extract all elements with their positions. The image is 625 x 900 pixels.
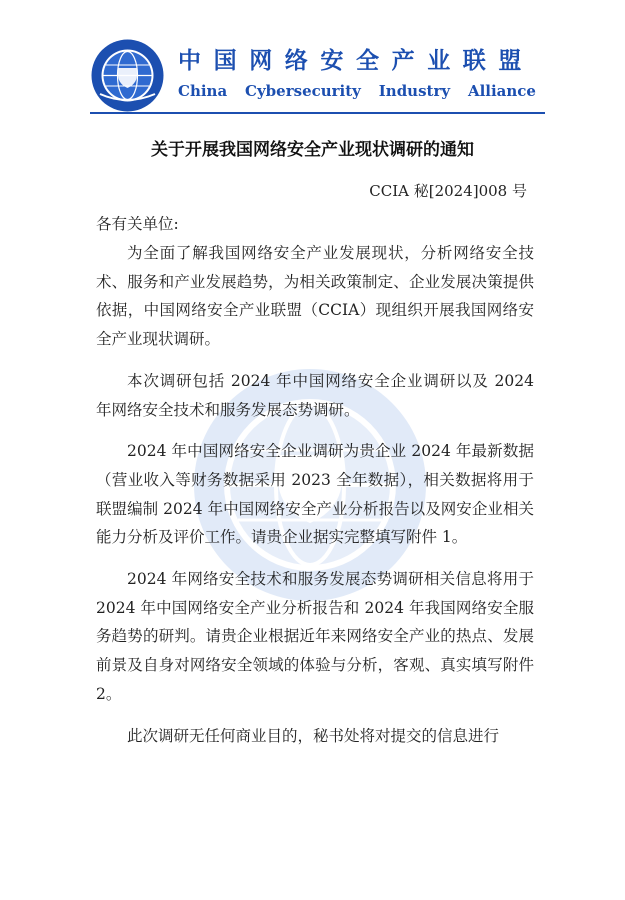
org-name-chinese: 中国网络安全产业联盟 xyxy=(178,48,534,74)
org-name-en-word: Cybersecurity xyxy=(245,82,361,100)
org-name-en-word: Industry xyxy=(378,82,451,100)
body-paragraph: 为全面了解我国网络安全产业发展现状，分析网络安全技术、服务和产业发展趋势，为相关政策制定、企业发展决策提供依据，中国网络安全产业联盟（CCIA）现组织开展我国网络安全产业现状调研。 xyxy=(96,244,534,349)
letterhead-divider xyxy=(90,112,545,114)
body-paragraph: 2024 年中国网络安全企业调研为贵企业 2024 年最新数据（营业收入等财务数据采用 2023 全年数据），相关数据将用于联盟编制 2024 年中国网络安全产业分析报告以及网安企业相关能力分析及评价工作。请贵企业据实完整填写附件 1。 xyxy=(96,442,534,547)
document-body xyxy=(96,239,534,750)
org-name-en-word: Alliance xyxy=(467,82,536,100)
body-paragraph: 本次调研包括 2024 年中国网络安全企业调研以及 2024 年网络安全技术和服务发展态势调研。 xyxy=(96,371,534,419)
body-paragraph: 此次调研无任何商业目的，秘书处将对提交的信息进行 xyxy=(127,726,500,745)
letterhead xyxy=(90,38,545,113)
body-paragraph: 2024 年网络安全技术和服务发展态势调研相关信息将用于 2024 年中国网络安全产业分析报告和 2024 年我国网络安全服务趋势的研判。请贵企业根据近年来网络安全产业的热点、发展前景及自身对网络安全领域的体验与分析，客观、真实填写附件 2。 xyxy=(96,570,534,703)
org-name-english xyxy=(178,82,536,100)
org-name-en-word: China xyxy=(178,82,228,100)
document-title: 关于开展我国网络安全产业现状调研的通知 xyxy=(151,140,474,160)
salutation: 各有关单位: xyxy=(96,215,179,233)
document-number: CCIA 秘[2024]008 号 xyxy=(369,182,527,200)
alliance-globe-logo xyxy=(90,38,165,113)
